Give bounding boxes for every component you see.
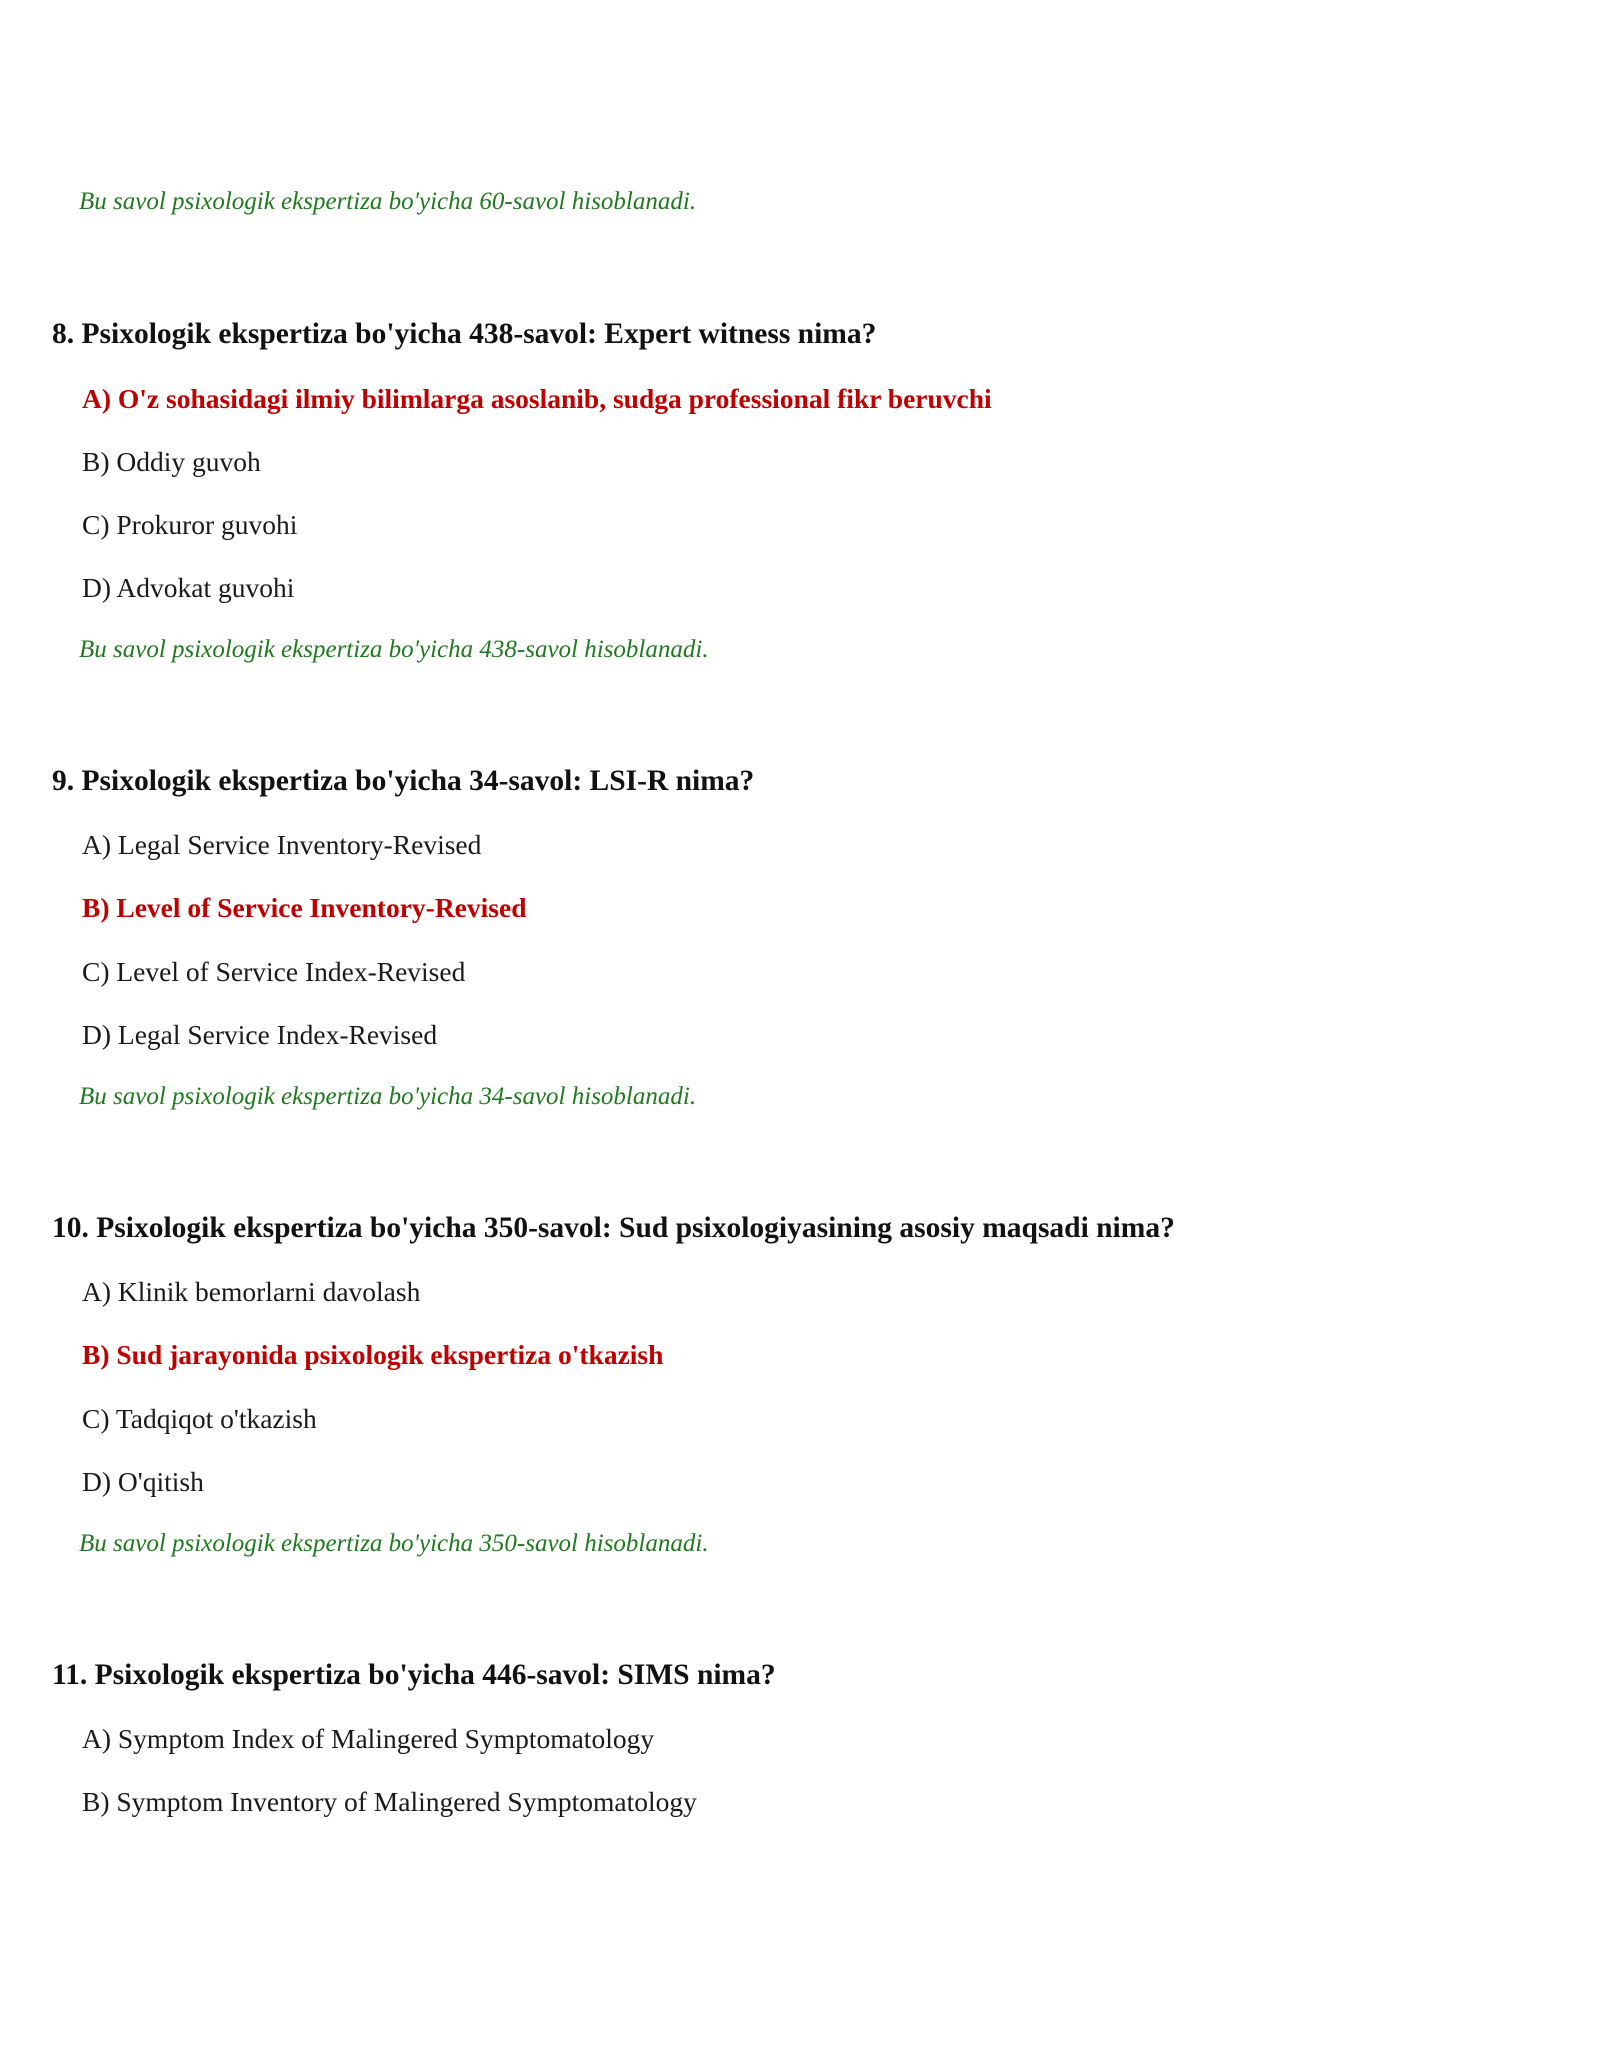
question-note: Bu savol psixologik ekspertiza bo'yicha 350-savol hisoblanadi. (79, 1530, 709, 1557)
answer-option: D) O'qitish (82, 1466, 204, 1497)
question-note: Bu savol psixologik ekspertiza bo'yicha 438-savol hisoblanadi. (79, 636, 709, 663)
answer-option: C) Tadqiqot o'tkazish (82, 1403, 317, 1434)
answer-option: A) Symptom Index of Malingered Symptomatology (82, 1723, 655, 1754)
answer-option-correct: B) Sud jarayonida psixologik ekspertiza o'tkazish (82, 1339, 664, 1370)
answer-option: D) Legal Service Index-Revised (82, 1019, 438, 1050)
question-title: 11. Psixologik ekspertiza bo'yicha 446-savol: SIMS nima? (52, 1659, 776, 1691)
question-title: 9. Psixologik ekspertiza bo'yicha 34-savol: LSI-R nima? (52, 765, 755, 797)
answer-option: B) Symptom Inventory of Malingered Symptomatology (82, 1786, 697, 1817)
answer-option: D) Advokat guvohi (82, 572, 295, 603)
question-note: Bu savol psixologik ekspertiza bo'yicha 34-savol hisoblanadi. (79, 1083, 697, 1110)
answer-option-correct: A) O'z sohasidagi ilmiy bilimlarga asoslanib, sudga professional fikr beruvchi (82, 383, 992, 414)
question-title: 8. Psixologik ekspertiza bo'yicha 438-savol: Expert witness nima? (52, 318, 877, 350)
question-title: 10. Psixologik ekspertiza bo'yicha 350-savol: Sud psixologiyasining asosiy maqsadi nima? (52, 1212, 1175, 1244)
question-note: Bu savol psixologik ekspertiza bo'yicha 60-savol hisoblanadi. (79, 188, 697, 215)
answer-option: A) Legal Service Inventory-Revised (82, 829, 482, 860)
answer-option: A) Klinik bemorlarni davolash (82, 1276, 421, 1307)
answer-option: C) Level of Service Index-Revised (82, 956, 466, 987)
answer-option: B) Oddiy guvoh (82, 446, 261, 477)
answer-option: C) Prokuror guvohi (82, 509, 298, 540)
answer-option-correct: B) Level of Service Inventory-Revised (82, 892, 527, 923)
